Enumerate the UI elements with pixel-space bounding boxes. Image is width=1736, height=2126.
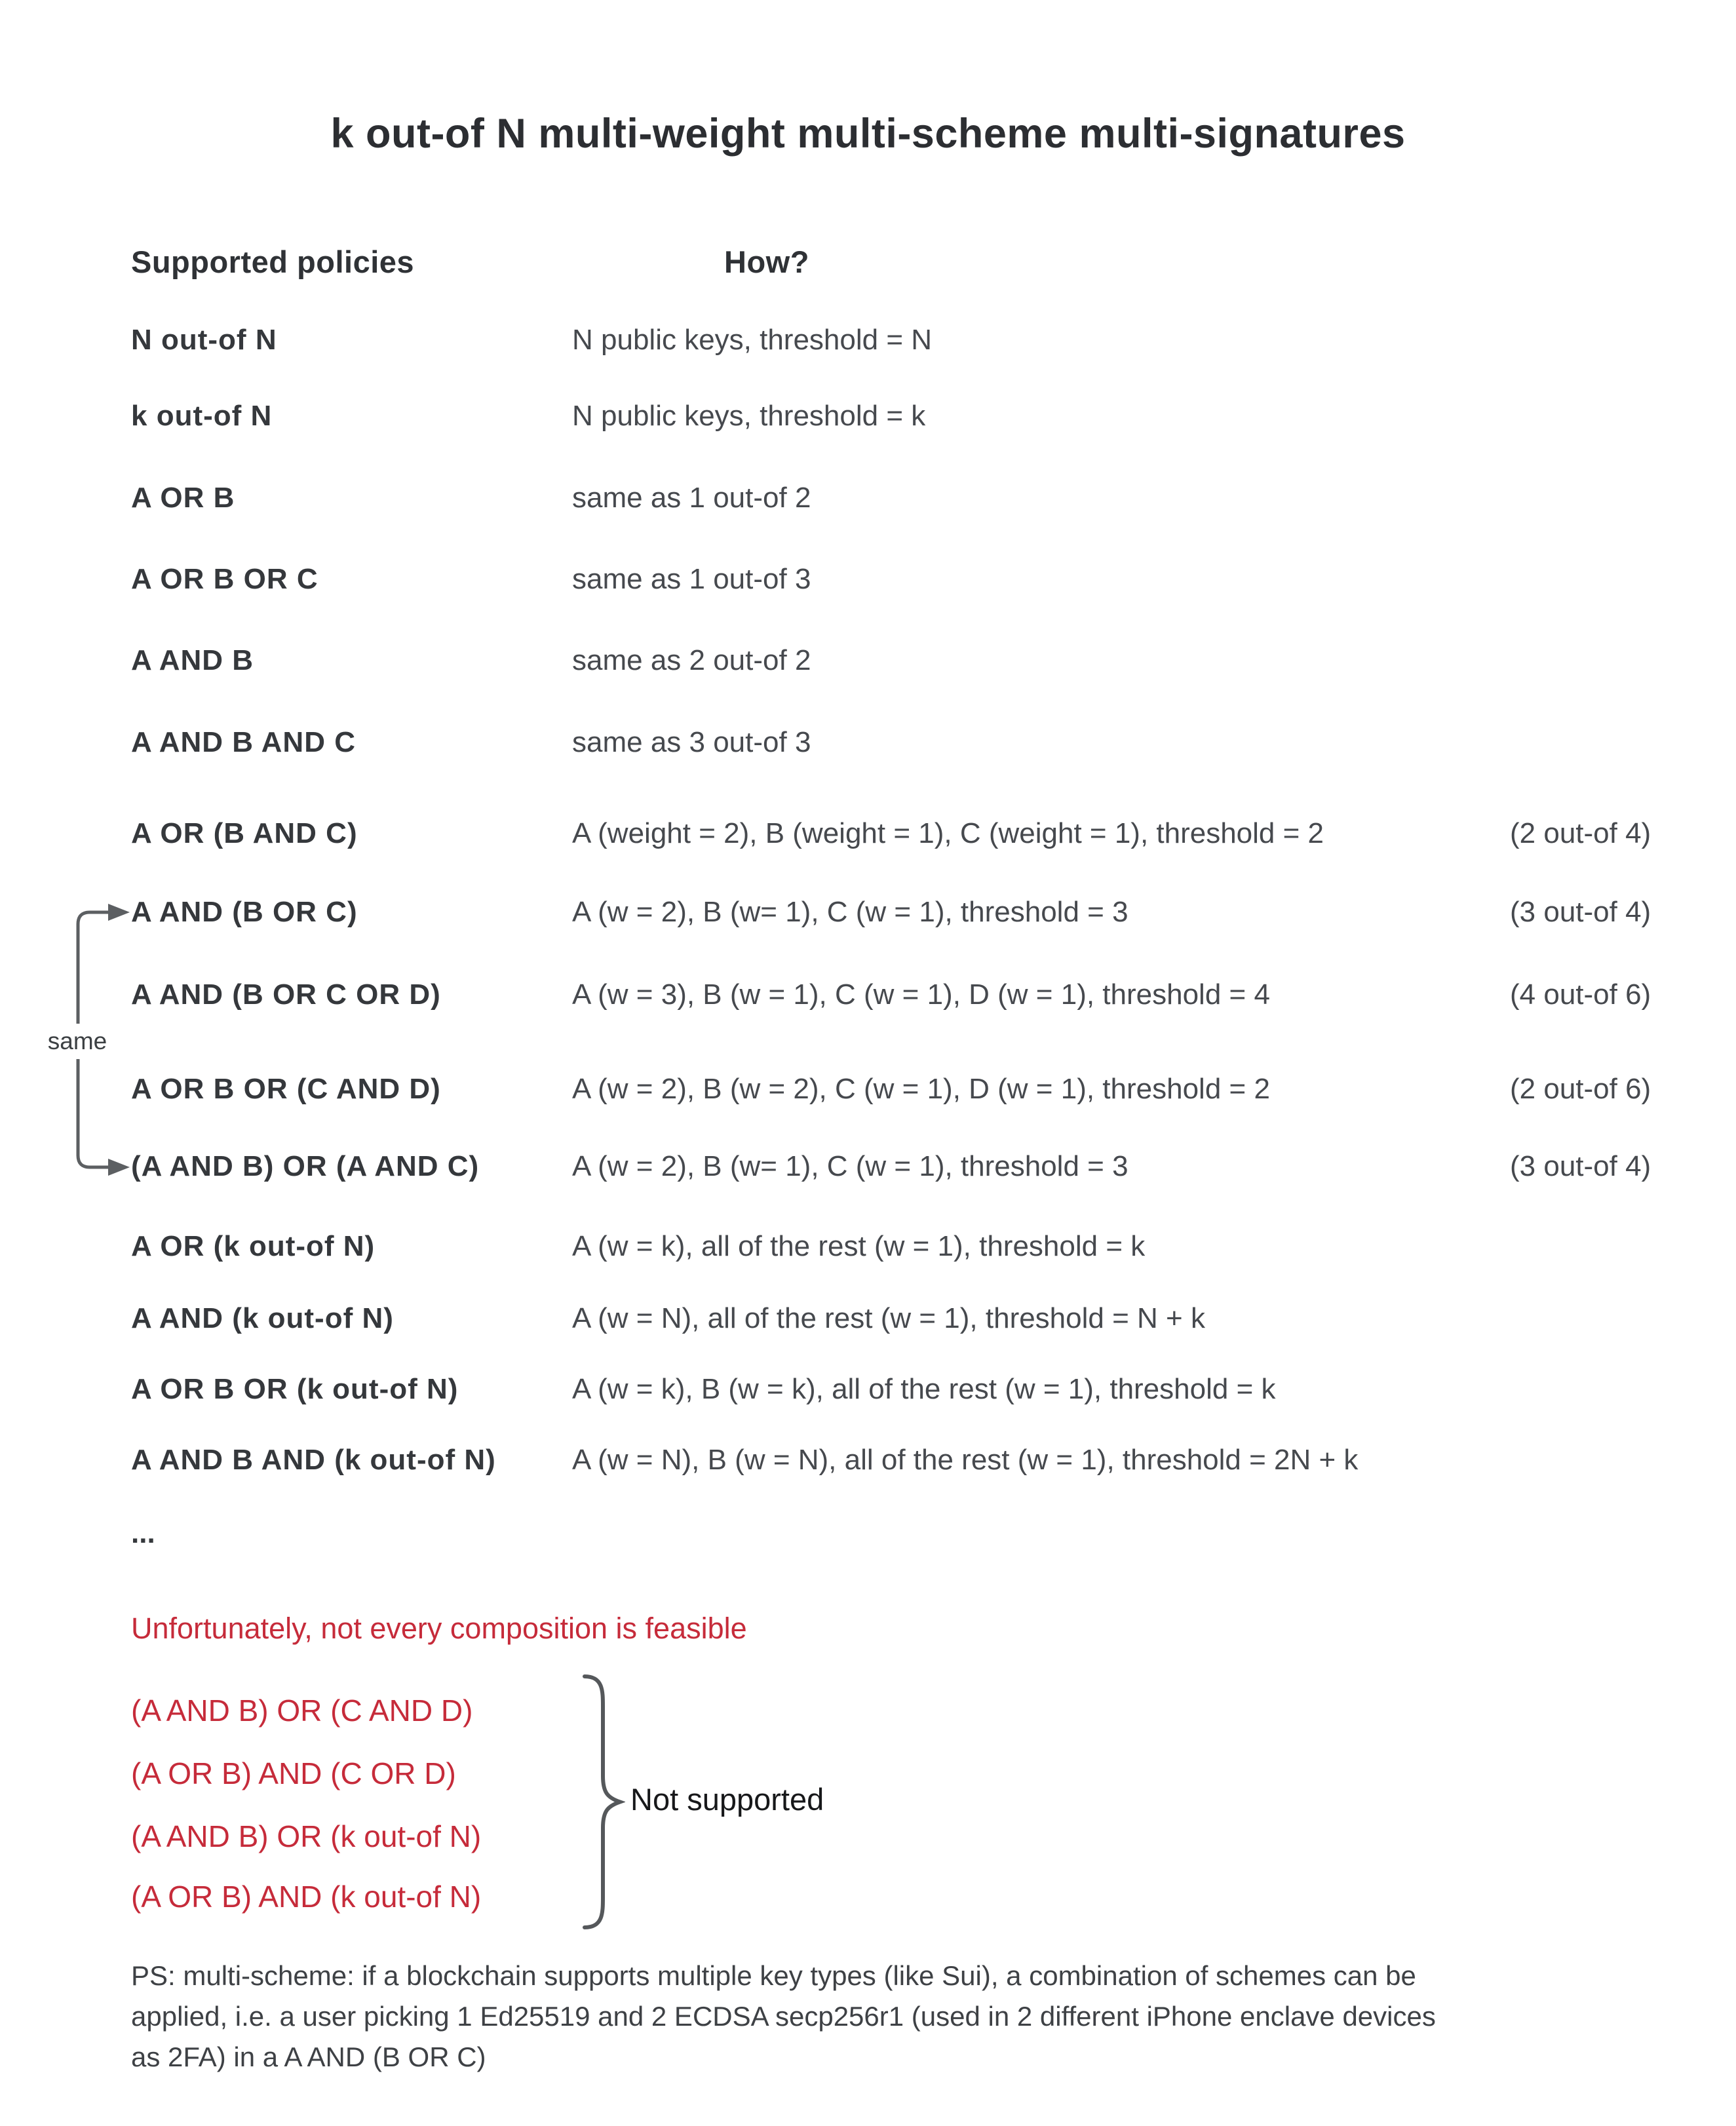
- table-row: [131, 813, 1697, 855]
- table-row: [131, 891, 1697, 933]
- policy-label: k out-of N: [131, 400, 273, 432]
- policy-label: A OR B OR (k out-of N): [131, 1373, 459, 1405]
- column-header-supported-policies: Supported policies: [131, 244, 415, 279]
- how-text: same as 3 out-of 3: [572, 726, 811, 758]
- table-row: [131, 395, 1697, 437]
- policy-label: A OR B OR C: [131, 563, 318, 595]
- ps-note-line: as 2FA) in a A AND (B OR C): [131, 2041, 486, 2072]
- table-row: [131, 1226, 1697, 1267]
- how-text: A (w = 2), B (w= 1), C (w = 1), threshold = 3: [572, 896, 1128, 928]
- ps-note: [131, 1956, 1658, 2078]
- table-row: [131, 477, 1697, 519]
- ps-note-line: applied, i.e. a user picking 1 Ed25519 and 2 ECDSA secp256r1 (used in 2 different iPhone enclave devices: [131, 2001, 1436, 2032]
- infeasible-item: (A AND B) OR (k out-of N): [131, 1819, 482, 1853]
- policy-label: A AND B AND C: [131, 726, 356, 758]
- policy-label: N out-of N: [131, 324, 277, 356]
- how-text: N public keys, threshold = k: [572, 400, 926, 432]
- how-text: N public keys, threshold = N: [572, 324, 933, 356]
- policy-label: (A AND B) OR (A AND C): [131, 1150, 480, 1182]
- infeasible-item: (A AND B) OR (C AND D): [131, 1693, 473, 1728]
- how-text: same as 1 out-of 2: [572, 482, 811, 514]
- infeasible-item: (A OR B) AND (C OR D): [131, 1756, 456, 1790]
- table-row: [131, 974, 1697, 1016]
- page-title: k out-of N multi-weight multi-scheme multi-signatures: [330, 111, 1406, 157]
- table-row: [131, 640, 1697, 682]
- policy-label: A AND B: [131, 644, 254, 676]
- table-row: [131, 558, 1697, 600]
- how-text: A (w = 2), B (w= 1), C (w = 1), threshold = 3: [572, 1150, 1128, 1182]
- curly-brace-icon: [577, 1672, 625, 1931]
- how-text: A (w = N), all of the rest (w = 1), threshold = N + k: [572, 1302, 1205, 1334]
- policy-label: A OR (B AND C): [131, 817, 358, 849]
- equivalence-note: (3 out-of 4): [1510, 1150, 1651, 1182]
- how-text: A (w = k), all of the rest (w = 1), threshold = k: [572, 1230, 1146, 1262]
- column-header-how: How?: [724, 244, 809, 279]
- table-row: [131, 1298, 1697, 1340]
- infeasible-item: (A OR B) AND (k out-of N): [131, 1880, 482, 1914]
- how-text: A (w = N), B (w = N), all of the rest (w = 1), threshold = 2N + k: [572, 1444, 1359, 1476]
- policy-label: A AND B AND (k out-of N): [131, 1444, 496, 1476]
- equivalence-note: (2 out-of 6): [1510, 1073, 1651, 1105]
- policy-label: A AND (B OR C OR D): [131, 978, 441, 1011]
- policy-label: A OR (k out-of N): [131, 1230, 376, 1262]
- table-row: [131, 1439, 1697, 1481]
- ps-note-line: PS: multi-scheme: if a blockchain supports multiple key types (like Sui), a combination of schemes can be: [131, 1960, 1416, 1991]
- how-text: A (w = 2), B (w = 2), C (w = 1), D (w = 1), threshold = 2: [572, 1073, 1270, 1105]
- table-row: [131, 1068, 1697, 1110]
- how-text: A (w = 3), B (w = 1), C (w = 1), D (w = 1), threshold = 4: [572, 978, 1270, 1011]
- not-supported-label: Not supported: [630, 1782, 824, 1817]
- how-text: same as 2 out-of 2: [572, 644, 811, 676]
- how-text: A (w = k), B (w = k), all of the rest (w = 1), threshold = k: [572, 1373, 1276, 1405]
- equivalence-note: (4 out-of 6): [1510, 978, 1651, 1011]
- equivalence-note: (3 out-of 4): [1510, 896, 1651, 928]
- table-row: [131, 722, 1697, 763]
- infeasible-heading: Unfortunately, not every composition is feasible: [131, 1612, 747, 1645]
- same-label: same: [41, 1024, 114, 1059]
- policy-label: A AND (k out-of N): [131, 1302, 394, 1334]
- table-row: [131, 319, 1697, 361]
- policy-label: A OR B: [131, 482, 235, 514]
- ellipsis: ...: [131, 1517, 155, 1549]
- policy-label: A OR B OR (C AND D): [131, 1073, 441, 1105]
- policy-label: A AND (B OR C): [131, 896, 358, 928]
- how-text: same as 1 out-of 3: [572, 563, 811, 595]
- equivalence-note: (2 out-of 4): [1510, 817, 1651, 849]
- table-row: [131, 1368, 1697, 1410]
- how-text: A (weight = 2), B (weight = 1), C (weight = 1), threshold = 2: [572, 817, 1324, 849]
- table-row: [131, 1146, 1697, 1188]
